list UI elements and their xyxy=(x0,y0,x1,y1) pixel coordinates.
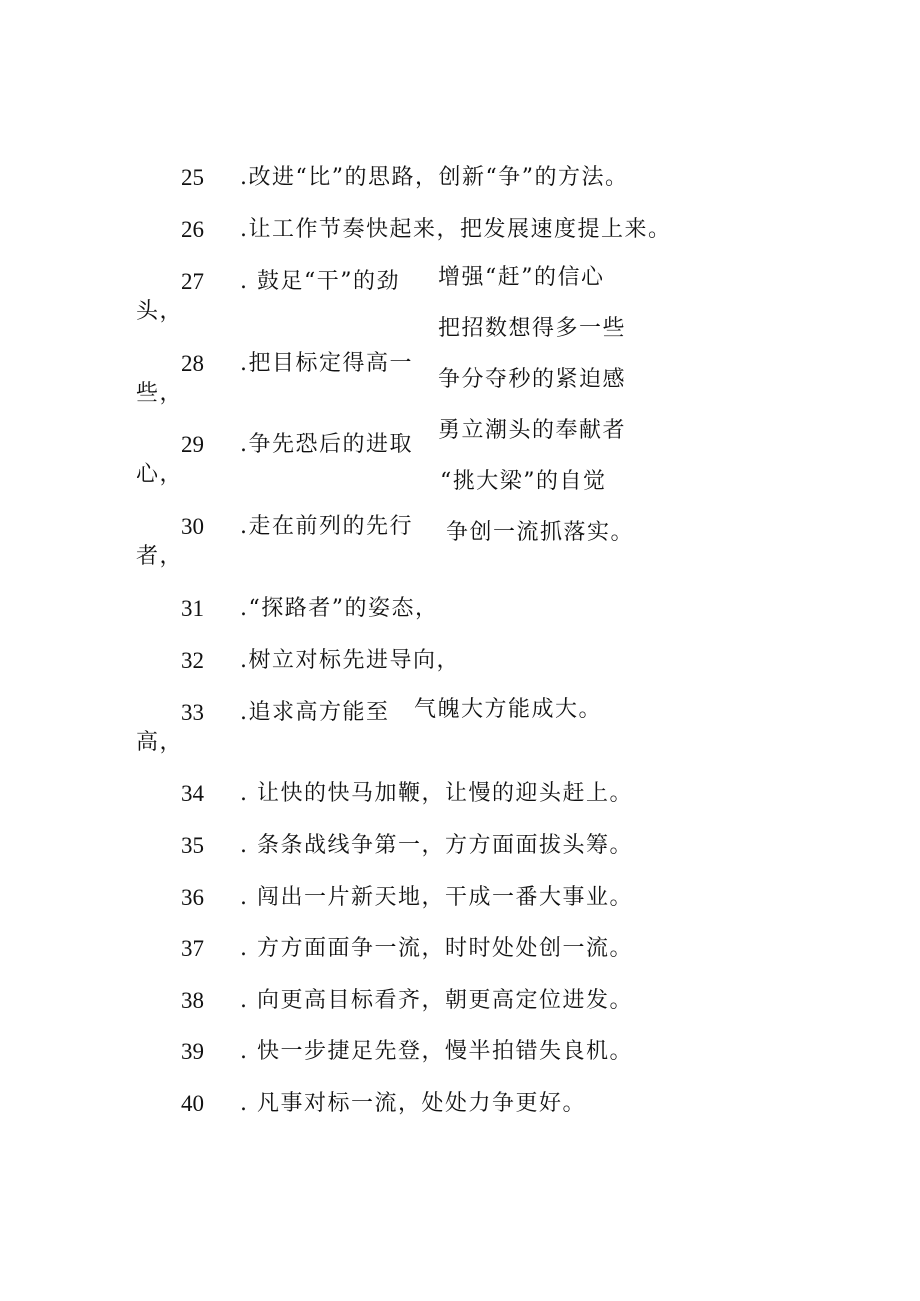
item-number: 25 xyxy=(181,165,204,190)
item-wrap-text: 心， xyxy=(136,462,184,487)
item-wrap-text: 者， xyxy=(136,544,184,569)
item-number: 39 xyxy=(181,1039,204,1064)
item-text: . 让快的快马加鞭，让慢的迎头赶上。 xyxy=(240,781,633,806)
item-text: .让工作节奏快起来，把发展速度提上来。 xyxy=(240,217,672,242)
item-number: 34 xyxy=(181,781,204,806)
item-number: 29 xyxy=(181,432,204,457)
item-text: . 鼓足“干”的劲 xyxy=(240,269,400,294)
item-number: 33 xyxy=(181,700,204,725)
item-number: 35 xyxy=(181,833,204,858)
item-wrap-text: 高， xyxy=(136,730,184,755)
item-number: 38 xyxy=(181,988,204,1013)
item-number: 36 xyxy=(181,885,204,910)
right-column-text: 争分夺秒的紧迫感 xyxy=(438,367,627,392)
right-column-text: “挑大梁”的自觉 xyxy=(440,469,607,494)
item-text: . 条条战线争第一，方方面面拔头筹。 xyxy=(240,833,633,858)
item-number: 40 xyxy=(181,1091,204,1116)
item-text: . 向更高目标看齐，朝更高定位进发。 xyxy=(240,988,633,1013)
item-text: .把目标定得高一 xyxy=(240,351,413,376)
item-number: 37 xyxy=(181,936,204,961)
right-column-text: 增强“赶”的信心 xyxy=(438,265,605,290)
item-text: . 凡事对标一流，处处力争更好。 xyxy=(240,1091,586,1116)
item-number: 32 xyxy=(181,648,204,673)
item-text: .走在前列的先行 xyxy=(240,514,413,539)
item-wrap-text: 些， xyxy=(136,381,184,406)
item-number: 26 xyxy=(181,217,204,242)
item-number: 27 xyxy=(181,269,204,294)
right-column-text: 气魄大方能成大。 xyxy=(414,697,603,722)
item-number: 31 xyxy=(181,596,204,621)
item-text: .树立对标先进导向， xyxy=(240,648,460,673)
item-number: 28 xyxy=(181,351,204,376)
item-text: . 快一步捷足先登，慢半拍错失良机。 xyxy=(240,1039,633,1064)
item-wrap-text: 头， xyxy=(136,299,184,324)
item-text: .“探路者”的姿态， xyxy=(240,596,439,621)
item-text: .追求高方能至 xyxy=(240,700,390,725)
item-text: .争先恐后的进取 xyxy=(240,432,413,457)
right-column-text: 争创一流抓落实。 xyxy=(446,520,635,545)
item-text: . 方方面面争一流，时时处处创一流。 xyxy=(240,936,633,961)
item-text: .改进“比”的思路，创新“争”的方法。 xyxy=(240,165,629,190)
item-number: 30 xyxy=(181,514,204,539)
right-column-text: 勇立潮头的奉献者 xyxy=(438,418,627,443)
item-text: . 闯出一片新天地，干成一番大事业。 xyxy=(240,885,633,910)
right-column-text: 把招数想得多一些 xyxy=(438,316,627,341)
